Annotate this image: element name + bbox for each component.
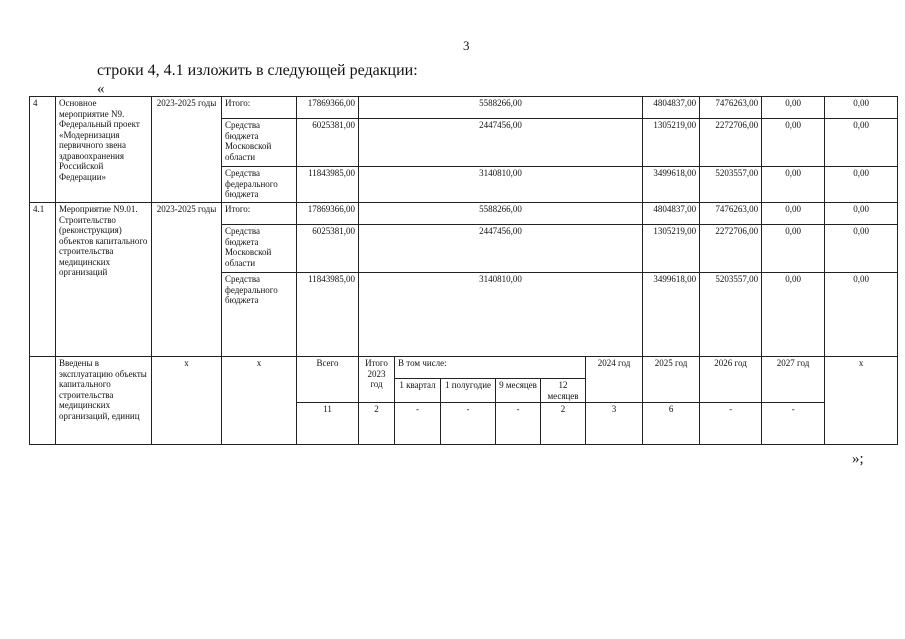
value-2027: -	[762, 403, 825, 445]
amount-2025: 7476263,00	[700, 97, 762, 119]
value-total-2023: 2	[359, 403, 395, 445]
amount-2027: 0,00	[825, 273, 898, 357]
header-q1: 1 квартал	[395, 379, 441, 403]
table-row	[30, 97, 898, 119]
funding-source: Итого:	[222, 97, 297, 119]
amount-2026: 0,00	[762, 225, 825, 273]
result-mark: x	[825, 357, 898, 445]
program-table	[29, 96, 898, 445]
amount-2027: 0,00	[825, 225, 898, 273]
total-amount: 17869366,00	[297, 203, 359, 225]
amount-2026: 0,00	[762, 97, 825, 119]
activity-name: Основное мероприятие N9. Федеральный проект «Модернизация первичного звена здравоохранения Российской Федерации»	[56, 97, 152, 203]
header-12m: 12 месяцев	[541, 379, 586, 403]
funding-source: Средства бюджета Московской области	[222, 119, 297, 167]
funding-source: Средства бюджета Московской области	[222, 225, 297, 273]
amount-2025: 5203557,00	[700, 167, 762, 203]
header-h1: 1 полугодие	[441, 379, 496, 403]
period: 2023-2025 годы	[152, 97, 222, 203]
header-total-2023: Итого 2023 год	[359, 357, 395, 403]
amount-2027: 0,00	[825, 167, 898, 203]
amount-2027: 0,00	[825, 97, 898, 119]
header-2026: 2026 год	[700, 357, 762, 403]
amount-2023: 2447456,00	[359, 225, 643, 273]
intro-text: строки 4, 4.1 изложить в следующей редакции:	[97, 62, 418, 79]
header-2027: 2027 год	[762, 357, 825, 403]
total-amount: 17869366,00	[297, 97, 359, 119]
amount-2025: 2272706,00	[700, 225, 762, 273]
amount-2024: 3499618,00	[643, 273, 700, 357]
amount-2026: 0,00	[762, 273, 825, 357]
table-row	[30, 203, 898, 225]
amount-2024: 4804837,00	[643, 203, 700, 225]
amount-2026: 0,00	[762, 119, 825, 167]
amount-2026: 0,00	[762, 167, 825, 203]
total-amount: 11843985,00	[297, 273, 359, 357]
header-total: Всего	[297, 357, 359, 403]
header-including: В том числе:	[395, 357, 586, 379]
result-period: x	[152, 357, 222, 445]
amount-2023: 5588266,00	[359, 97, 643, 119]
result-source: x	[222, 357, 297, 445]
value-total: 11	[297, 403, 359, 445]
value-2024: 3	[586, 403, 643, 445]
amount-2025: 2272706,00	[700, 119, 762, 167]
amount-2024: 1305219,00	[643, 119, 700, 167]
row-number: 4.1	[30, 203, 56, 357]
amount-2027: 0,00	[825, 119, 898, 167]
amount-2023: 5588266,00	[359, 203, 643, 225]
activity-name: Мероприятие N9.01. Строительство (реконструкция) объектов капитального строительства медицинских организаций	[56, 203, 152, 357]
amount-2027: 0,00	[825, 203, 898, 225]
close-quote: »;	[852, 451, 864, 467]
amount-2025: 5203557,00	[700, 273, 762, 357]
value-2026: -	[700, 403, 762, 445]
value-2025: 6	[643, 403, 700, 445]
total-amount: 6025381,00	[297, 119, 359, 167]
amount-2024: 4804837,00	[643, 97, 700, 119]
table-row	[30, 357, 898, 379]
amount-2024: 1305219,00	[643, 225, 700, 273]
amount-2023: 3140810,00	[359, 167, 643, 203]
row-number: 4	[30, 97, 56, 203]
page-number: 3	[463, 38, 470, 53]
header-2024: 2024 год	[586, 357, 643, 403]
result-name: Введены в эксплуатацию объекты капитального строительства медицинских организаций, единиц	[56, 357, 152, 445]
amount-2023: 2447456,00	[359, 119, 643, 167]
empty-cell	[30, 357, 56, 445]
amount-2024: 3499618,00	[643, 167, 700, 203]
value-q1: -	[395, 403, 441, 445]
amount-2025: 7476263,00	[700, 203, 762, 225]
total-amount: 11843985,00	[297, 167, 359, 203]
amount-2023: 3140810,00	[359, 273, 643, 357]
amount-2026: 0,00	[762, 203, 825, 225]
funding-source: Средства федерального бюджета	[222, 273, 297, 357]
open-quote: «	[97, 81, 105, 97]
header-2025: 2025 год	[643, 357, 700, 403]
header-9m: 9 месяцев	[496, 379, 541, 403]
value-12m: 2	[541, 403, 586, 445]
value-9m: -	[496, 403, 541, 445]
period: 2023-2025 годы	[152, 203, 222, 357]
total-amount: 6025381,00	[297, 225, 359, 273]
value-h1: -	[441, 403, 496, 445]
funding-source: Средства федерального бюджета	[222, 167, 297, 203]
funding-source: Итого:	[222, 203, 297, 225]
